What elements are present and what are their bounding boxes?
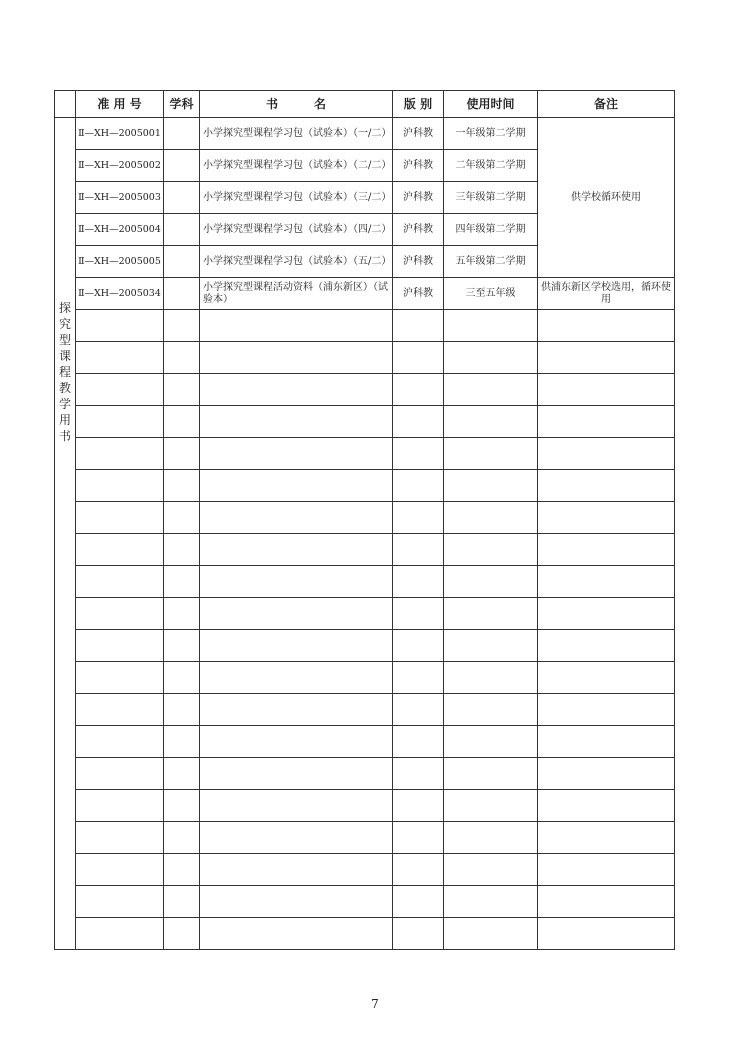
empty-cell — [538, 534, 675, 566]
empty-cell — [164, 662, 200, 694]
publisher-cell: 沪科教 — [393, 246, 444, 278]
empty-cell — [200, 886, 393, 918]
empty-cell — [538, 598, 675, 630]
title-cell: 小学探究型课程学习包（试验本）（一/二） — [200, 118, 393, 150]
table-row — [55, 342, 675, 374]
empty-cell — [444, 470, 538, 502]
subject-cell — [164, 246, 200, 278]
empty-cell — [393, 374, 444, 406]
empty-cell — [76, 502, 164, 534]
empty-cell — [444, 374, 538, 406]
empty-cell — [76, 790, 164, 822]
table-row — [55, 534, 675, 566]
empty-cell — [538, 694, 675, 726]
table-row — [55, 630, 675, 662]
publisher-cell: 沪科教 — [393, 182, 444, 214]
header-category — [55, 91, 76, 118]
table-row — [55, 566, 675, 598]
title-cell: 小学探究型课程活动资料（浦东新区）（试验本） — [200, 278, 393, 310]
empty-cell — [393, 598, 444, 630]
empty-cell — [393, 758, 444, 790]
title-cell: 小学探究型课程学习包（试验本）（二/二） — [200, 150, 393, 182]
table-row — [55, 598, 675, 630]
empty-cell — [393, 566, 444, 598]
empty-cell — [164, 342, 200, 374]
empty-cell — [393, 790, 444, 822]
publisher-cell: 沪科教 — [393, 278, 444, 310]
empty-cell — [444, 790, 538, 822]
empty-cell — [444, 886, 538, 918]
empty-cell — [393, 918, 444, 950]
empty-cell — [444, 566, 538, 598]
table-row — [55, 854, 675, 886]
empty-cell — [200, 438, 393, 470]
empty-cell — [164, 822, 200, 854]
empty-cell — [164, 598, 200, 630]
subject-cell — [164, 150, 200, 182]
empty-cell — [393, 630, 444, 662]
header-code: 准 用 号 — [76, 91, 164, 118]
empty-cell — [444, 502, 538, 534]
empty-cell — [76, 918, 164, 950]
empty-cell — [538, 630, 675, 662]
empty-cell — [538, 758, 675, 790]
empty-cell — [538, 470, 675, 502]
empty-cell — [200, 534, 393, 566]
empty-cell — [393, 822, 444, 854]
empty-cell — [76, 566, 164, 598]
empty-cell — [538, 790, 675, 822]
empty-cell — [76, 694, 164, 726]
empty-cell — [444, 822, 538, 854]
empty-cell — [164, 630, 200, 662]
header-time: 使用时间 — [444, 91, 538, 118]
time-cell: 三至五年级 — [444, 278, 538, 310]
empty-cell — [164, 502, 200, 534]
empty-cell — [393, 854, 444, 886]
empty-cell — [200, 790, 393, 822]
empty-cell — [200, 566, 393, 598]
page-number: 7 — [371, 997, 379, 1011]
empty-cell — [538, 502, 675, 534]
empty-cell — [538, 310, 675, 342]
empty-cell — [76, 406, 164, 438]
empty-cell — [538, 406, 675, 438]
publisher-cell: 沪科教 — [393, 150, 444, 182]
empty-cell — [76, 342, 164, 374]
empty-cell — [200, 374, 393, 406]
empty-cell — [200, 758, 393, 790]
empty-cell — [393, 694, 444, 726]
publisher-cell: 沪科教 — [393, 118, 444, 150]
publisher-cell: 沪科教 — [393, 214, 444, 246]
empty-cell — [200, 726, 393, 758]
table-row — [55, 758, 675, 790]
empty-cell — [164, 790, 200, 822]
empty-cell — [76, 310, 164, 342]
empty-cell — [164, 886, 200, 918]
empty-cell — [164, 854, 200, 886]
empty-cell — [538, 566, 675, 598]
subject-cell — [164, 278, 200, 310]
subject-cell — [164, 214, 200, 246]
empty-cell — [76, 438, 164, 470]
empty-cell — [538, 918, 675, 950]
empty-cell — [444, 406, 538, 438]
empty-cell — [393, 726, 444, 758]
table-row — [55, 438, 675, 470]
empty-cell — [200, 662, 393, 694]
empty-cell — [393, 662, 444, 694]
empty-cell — [164, 726, 200, 758]
empty-cell — [200, 406, 393, 438]
time-cell: 三年级第二学期 — [444, 182, 538, 214]
empty-cell — [164, 438, 200, 470]
empty-cell — [76, 822, 164, 854]
table-row — [55, 502, 675, 534]
empty-cell — [538, 662, 675, 694]
empty-cell — [164, 534, 200, 566]
empty-cell — [444, 438, 538, 470]
code-cell: Ⅱ—XH—2005004 — [76, 214, 164, 246]
header-publisher: 版 别 — [393, 91, 444, 118]
category-label: 探究型课程教学用书 — [55, 118, 76, 950]
table-row — [55, 374, 675, 406]
empty-cell — [538, 374, 675, 406]
empty-cell — [164, 470, 200, 502]
empty-cell — [76, 534, 164, 566]
empty-cell — [393, 310, 444, 342]
empty-cell — [538, 438, 675, 470]
empty-cell — [76, 854, 164, 886]
empty-cell — [538, 822, 675, 854]
code-cell: Ⅱ—XH—2005034 — [76, 278, 164, 310]
empty-cell — [164, 566, 200, 598]
empty-cell — [164, 918, 200, 950]
title-cell: 小学探究型课程学习包（试验本）（五/二） — [200, 246, 393, 278]
time-cell: 四年级第二学期 — [444, 214, 538, 246]
empty-cell — [444, 662, 538, 694]
empty-cell — [200, 598, 393, 630]
empty-cell — [200, 342, 393, 374]
empty-cell — [444, 534, 538, 566]
header-subject: 学科 — [164, 91, 200, 118]
header-title: 书 名 — [200, 91, 393, 118]
empty-cell — [200, 694, 393, 726]
empty-cell — [164, 758, 200, 790]
table-row — [55, 790, 675, 822]
table-row — [55, 470, 675, 502]
table-row — [55, 918, 675, 950]
empty-cell — [164, 694, 200, 726]
code-cell: Ⅱ—XH—2005001 — [76, 118, 164, 150]
empty-cell — [393, 406, 444, 438]
empty-cell — [76, 598, 164, 630]
table-row — [55, 406, 675, 438]
empty-cell — [444, 758, 538, 790]
table-row — [55, 118, 675, 150]
empty-cell — [76, 662, 164, 694]
table-row — [55, 822, 675, 854]
empty-cell — [76, 758, 164, 790]
empty-cell — [393, 470, 444, 502]
table-row — [55, 886, 675, 918]
code-cell: Ⅱ—XH—2005002 — [76, 150, 164, 182]
empty-cell — [393, 502, 444, 534]
header-row — [55, 91, 675, 118]
textbook-table — [54, 90, 675, 950]
table-row — [55, 310, 675, 342]
time-cell: 二年级第二学期 — [444, 150, 538, 182]
empty-cell — [76, 726, 164, 758]
empty-cell — [393, 534, 444, 566]
empty-cell — [200, 630, 393, 662]
empty-cell — [393, 438, 444, 470]
empty-cell — [164, 374, 200, 406]
empty-cell — [76, 630, 164, 662]
empty-cell — [200, 502, 393, 534]
empty-cell — [393, 886, 444, 918]
header-note: 备注 — [538, 91, 675, 118]
empty-cell — [200, 918, 393, 950]
empty-cell — [200, 470, 393, 502]
note-cell: 供学校循环使用 — [538, 118, 675, 278]
empty-cell — [444, 726, 538, 758]
empty-cell — [444, 854, 538, 886]
subject-cell — [164, 182, 200, 214]
empty-cell — [76, 886, 164, 918]
title-cell: 小学探究型课程学习包（试验本）（三/二） — [200, 182, 393, 214]
empty-cell — [164, 406, 200, 438]
empty-cell — [538, 726, 675, 758]
empty-cell — [444, 342, 538, 374]
empty-cell — [76, 374, 164, 406]
empty-cell — [444, 630, 538, 662]
empty-cell — [538, 886, 675, 918]
table-row — [55, 278, 675, 310]
table-row — [55, 694, 675, 726]
empty-cell — [538, 854, 675, 886]
empty-cell — [393, 342, 444, 374]
empty-cell — [444, 310, 538, 342]
empty-cell — [444, 918, 538, 950]
empty-cell — [538, 342, 675, 374]
table-row — [55, 726, 675, 758]
note-cell: 供浦东新区学校选用，循环使用 — [538, 278, 675, 310]
time-cell: 五年级第二学期 — [444, 246, 538, 278]
empty-cell — [444, 694, 538, 726]
empty-cell — [200, 310, 393, 342]
time-cell: 一年级第二学期 — [444, 118, 538, 150]
empty-cell — [200, 854, 393, 886]
code-cell: Ⅱ—XH—2005005 — [76, 246, 164, 278]
empty-cell — [444, 598, 538, 630]
subject-cell — [164, 118, 200, 150]
empty-cell — [76, 470, 164, 502]
empty-cell — [164, 310, 200, 342]
code-cell: Ⅱ—XH—2005003 — [76, 182, 164, 214]
title-cell: 小学探究型课程学习包（试验本）（四/二） — [200, 214, 393, 246]
empty-cell — [200, 822, 393, 854]
table-row — [55, 662, 675, 694]
